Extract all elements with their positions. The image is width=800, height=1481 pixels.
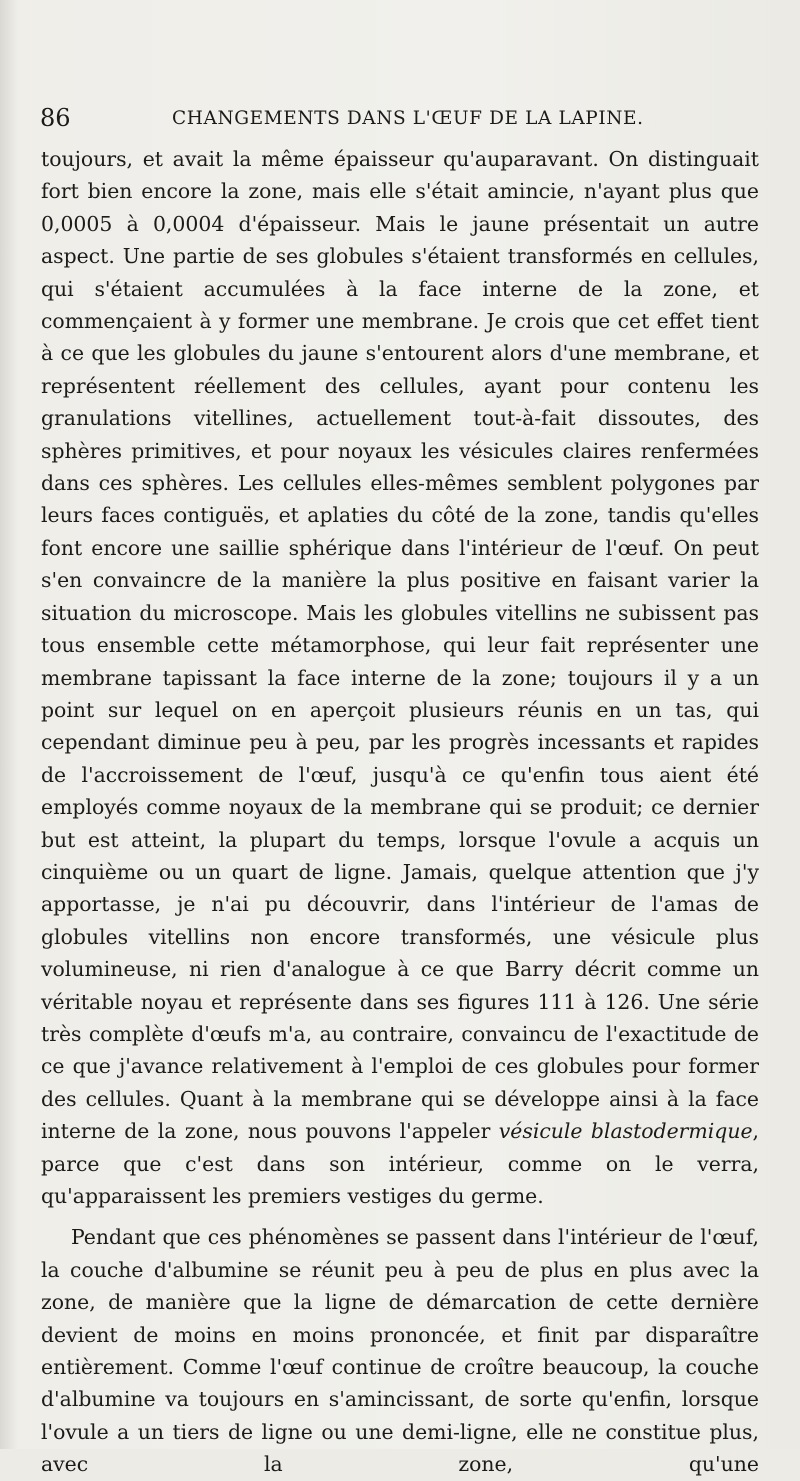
paragraph-1-text: toujours, et avait la même épaisseur qu'auparavant. On distinguait fort bien encore la zone, mais elle s'était amincie, n'ayant plus que 0,0005 à 0,0004 d'épaisseur. Mais le jaune présentait un autre aspect. Une partie de ses globules s'étaient transformés en cellules, qui s'étaient accumulées à la face interne de la zone, et commençaient à y former une membrane. Je crois que cet effet tient à ce que les globules du jaune s'entourent alors d'une membrane, et représentent réellement des cellules, ayant pour contenu les granulations vitellines, actuellement tout-à-fait dissoutes, des sphères primitives, et pour noyaux les vésicules claires renfermées dans ces sphères. Les cellules elles-mêmes semblent polygones par leurs faces contiguës, et aplaties du côté de la zone, tandis qu'elles font encore une saillie sphérique dans l'intérieur de l'œuf. On peut s'en convaincre de la manière la plus positive en faisant varier la situation du microscope. Mais les globules vitellins ne subissent pas tous ensemble cette métamorphose, qui leur fait représenter une membrane tapissant la face interne de la zone; toujours il y a un point sur lequel on en aperçoit plusieurs réunis en un tas, qui cependant diminue peu à peu, par les progrès incessants et rapides de l'accroissement de l'œuf, jusqu'à ce qu'enfin tous aient été employés comme noyaux de la membrane qui se produit; ce dernier but est atteint, la plupart du temps, lorsque l'ovule a acquis un cinquième ou un quart de ligne. Jamais, quelque attention que j'y apportasse, je n'ai pu découvrir, dans l'intérieur de l'amas de globules vitellins non encore transformés, une vésicule plus volumineuse, ni rien d'analogue à ce que Barry décrit comme un véritable noyau et représente dans ses figures 111 à 126. Une série très complète d'œufs m'a, au contraire, convaincu de l'exactitude de ce que j'avance relativement à l'emploi de ces globules pour former des cellules. Quant à la membrane qui se développe ainsi à la face interne de la zone, nous pouvons l'appeler <box>41 147 759 1144</box>
page-header <box>40 103 760 133</box>
paragraph-1 <box>41 143 759 1212</box>
paragraph-1-text-end: , parce que c'est dans son intérieur, comme on le verra, qu'apparaissent les premiers vestiges du germe. <box>41 1119 759 1208</box>
paragraph-2: Pendant que ces phénomènes se passent dans l'intérieur de l'œuf, la couche d'albumine se réunit peu à peu de plus en plus avec la zone, de manière que la ligne de démarcation de cette dernière devient de moins en moins prononcée, et finit par disparaître entièrement. Comme l'œuf continue de croître beaucoup, la couche d'albumine va toujours en s'amincissant, de sorte qu'enfin, lorsque l'ovule a un tiers de ligne ou une demi-ligne, elle ne constitue plus, avec la zone, qu'une <box>41 1225 759 1477</box>
page-number: 86 <box>40 104 71 132</box>
body-text <box>41 143 759 1481</box>
running-title: CHANGEMENTS DANS L'ŒUF DE LA LAPINE. <box>172 108 644 129</box>
italic-term: vésicule blastodermique <box>498 1119 753 1144</box>
